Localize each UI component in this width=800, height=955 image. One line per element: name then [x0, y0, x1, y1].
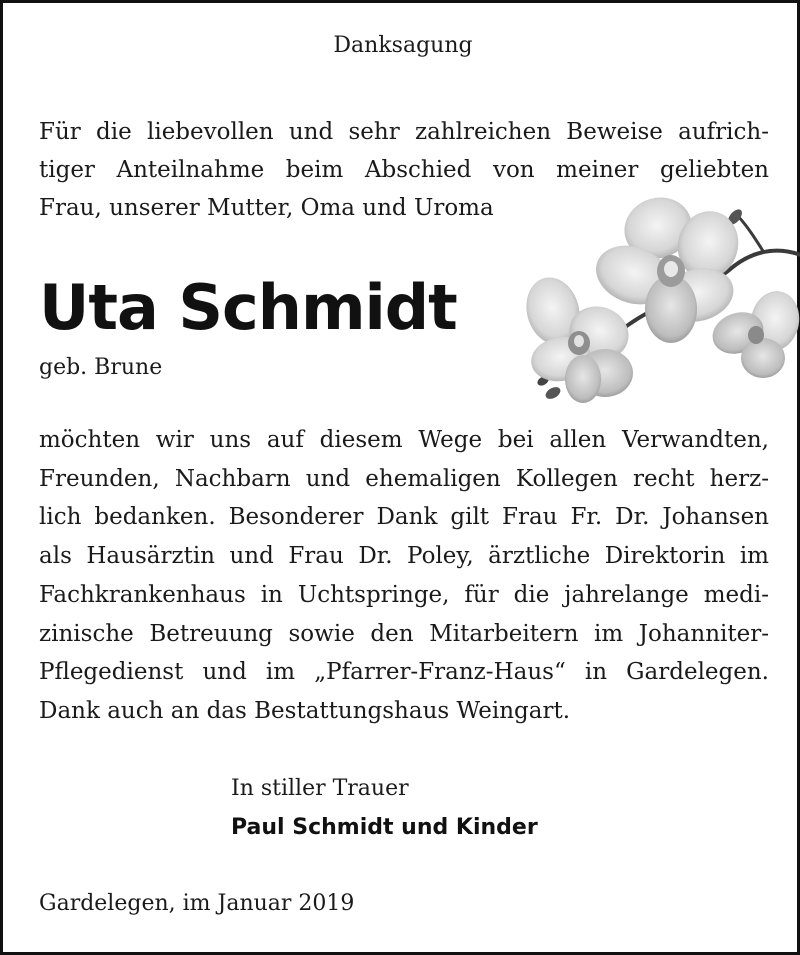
place-date: Gardelegen, im Januar 2019	[39, 891, 355, 916]
signer-name: Paul Schmidt und Kinder	[231, 815, 538, 840]
body-line: Freunden, Nachbarn und ehemaligen Kollegen recht herz-	[39, 465, 769, 492]
birth-name: geb. Brune	[39, 355, 163, 380]
deceased-name: Uta Schmidt	[39, 271, 457, 344]
body-line: lich bedanken. Besonderer Dank gilt Frau Fr. Dr. Johansen	[39, 504, 769, 531]
mourning-phrase: In stiller Trauer	[231, 776, 409, 801]
intro-line: tiger Anteilnahme beim Abschied von meiner geliebten	[39, 157, 769, 183]
body-line: Dank auch an das Bestattungshaus Weingart.	[39, 697, 571, 724]
intro-line: Für die liebevollen und sehr zahlreichen Beweise aufrich-	[39, 119, 769, 145]
orchid-icon	[513, 183, 800, 423]
body-line: zinische Betreuung sowie den Mitarbeitern im Johanniter-	[39, 620, 769, 647]
body-paragraph	[39, 421, 769, 731]
body-line: Pflegedienst und im „Pfarrer-Franz-Haus“ in Gardelegen.	[39, 659, 769, 686]
body-line: möchten wir uns auf diesem Wege bei allen Verwandten,	[39, 427, 769, 453]
notice-heading: Danksagung	[333, 33, 473, 58]
intro-line: Frau, unserer Mutter, Oma und Uroma	[39, 195, 494, 221]
body-line: Fachkrankenhaus in Uchtspringe, für die jahrelange medi-	[39, 581, 769, 608]
body-line: als Hausärztin und Frau Dr. Poley, ärztliche Direktorin im	[39, 543, 769, 570]
